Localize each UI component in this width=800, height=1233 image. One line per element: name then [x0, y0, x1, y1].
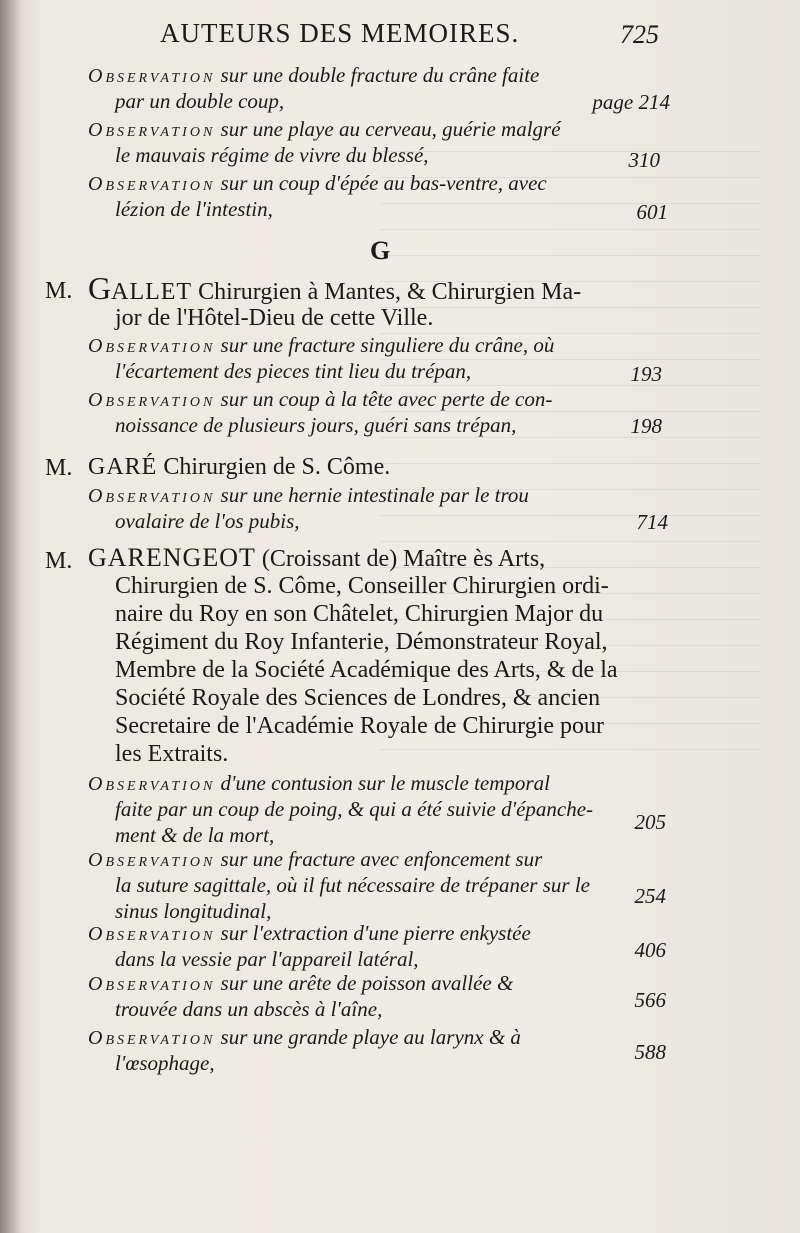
obs-label: Observation — [88, 173, 216, 195]
obs-text: sur un coup d'épée au bas-ventre, avec — [220, 171, 547, 195]
obs-line-3: sinus longitudinal, — [115, 899, 272, 923]
author-desc-line: naire du Roy en son Châtelet, Chirurgien Major du — [115, 601, 604, 627]
page-ref: 714 — [636, 510, 668, 534]
author-desc-line: Chirurgien de S. Côme, Conseiller Chirurgien ordi- — [115, 573, 609, 599]
obs-entry — [88, 170, 668, 226]
author-line-1 — [88, 544, 545, 573]
author-line-1 — [88, 453, 390, 481]
obs-entry — [88, 770, 666, 850]
obs-label: Observation — [88, 119, 216, 141]
author-mark: M. — [45, 278, 73, 304]
obs-line-1 — [88, 62, 539, 89]
page-ref: 601 — [636, 200, 668, 224]
obs-line-2: l'œsophage, — [115, 1051, 215, 1075]
author-line-1 — [88, 270, 582, 306]
obs-label: Observation — [88, 335, 216, 357]
obs-line-1 — [88, 482, 529, 509]
obs-line-2: trouvée dans un abscès à l'aîne, — [115, 997, 383, 1021]
obs-line-2: lézion de l'intestin, — [115, 197, 273, 221]
page-ref: 588 — [634, 1040, 666, 1064]
obs-line-1 — [88, 970, 513, 997]
obs-line-2: ovalaire de l'os pubis, — [115, 509, 300, 533]
obs-entry — [88, 116, 660, 172]
section-letter: G — [370, 236, 391, 265]
author-desc: (Croissant de) Maître ès Arts, — [255, 546, 546, 572]
obs-line-2: par un double coup, — [115, 89, 285, 113]
obs-entry — [88, 482, 668, 538]
author-desc-line: Secretaire de l'Académie Royale de Chirurgie pour — [115, 713, 605, 739]
page-ref: page 214 — [592, 90, 670, 114]
obs-text: sur une double fracture du crâne faite — [220, 63, 540, 87]
page-ref: 198 — [630, 414, 662, 438]
obs-text: sur une hernie intestinale par le trou — [220, 483, 529, 507]
obs-label: Observation — [88, 849, 216, 871]
page-ref: 566 — [634, 988, 666, 1012]
author-mark: M. — [45, 548, 73, 574]
obs-line-1 — [88, 770, 550, 797]
page-ref: 310 — [628, 148, 660, 172]
obs-line-1 — [88, 846, 542, 873]
obs-label: Observation — [88, 773, 216, 795]
obs-text: sur une arête de poisson avallée & — [220, 971, 514, 995]
obs-label: Observation — [88, 485, 216, 507]
author-desc: Chirurgien de S. Côme. — [157, 454, 391, 480]
obs-label: Observation — [88, 389, 216, 411]
author-desc-line: Membre de la Société Académique des Arts, & de la — [115, 657, 618, 683]
obs-line-1 — [88, 116, 561, 143]
obs-line-2: la suture sagittale, où il fut nécessaire de trépaner sur le — [115, 873, 590, 897]
obs-entry — [88, 846, 666, 926]
page-ref: 254 — [634, 884, 666, 908]
obs-text: d'une contusion sur le muscle temporal — [220, 771, 550, 795]
obs-text: sur une grande playe au larynx & à — [220, 1025, 521, 1049]
obs-line-3: ment & de la mort, — [115, 823, 275, 847]
gutter-shadow — [0, 0, 22, 1233]
obs-line-2: l'écartement des pieces tint lieu du trépan, — [115, 359, 472, 383]
author-desc-line: jor de l'Hôtel-Dieu de cette Ville. — [115, 305, 434, 331]
author-desc-line: Régiment du Roy Infanterie, Démonstrateur Royal, — [115, 629, 608, 655]
obs-line-2: dans la vessie par l'appareil latéral, — [115, 947, 419, 971]
running-header — [160, 18, 680, 64]
obs-label: Observation — [88, 973, 216, 995]
obs-line-1 — [88, 332, 554, 359]
obs-text: sur une fracture avec enfoncement sur — [220, 847, 543, 871]
page-number: 725 — [620, 20, 659, 49]
obs-line-2: noissance de plusieurs jours, guéri sans trépan, — [115, 413, 517, 437]
obs-entry — [88, 1024, 666, 1084]
author-mark: M. — [45, 455, 73, 481]
author-desc-line: Société Royale des Sciences de Londres, & ancien — [115, 685, 601, 711]
obs-line-1 — [88, 386, 552, 413]
page-ref: 406 — [634, 938, 666, 962]
obs-label: Observation — [88, 65, 216, 87]
obs-text: sur un coup à la tête avec perte de con- — [220, 387, 553, 411]
obs-entry — [88, 332, 662, 388]
author-name: GARÉ — [88, 454, 158, 480]
page-ref: 193 — [630, 362, 662, 386]
obs-line-1 — [88, 1024, 521, 1051]
obs-label: Observation — [88, 1027, 216, 1049]
page-ref: 205 — [634, 810, 666, 834]
header-title: AUTEURS DES MEMOIRES. — [160, 18, 520, 48]
obs-label: Observation — [88, 923, 216, 945]
obs-entry — [88, 920, 666, 976]
author-name: GARENGEOT — [88, 543, 256, 572]
author-name-initial: G — [88, 270, 112, 306]
obs-text: sur une fracture singuliere du crâne, où — [220, 333, 555, 357]
author-name: ALLET — [111, 279, 193, 305]
obs-text: sur une playe au cerveau, guérie malgré — [220, 117, 561, 141]
obs-entry — [88, 386, 662, 442]
obs-text: sur l'extraction d'une pierre enkystée — [220, 921, 531, 945]
obs-entry — [88, 62, 670, 118]
author-desc-line: les Extraits. — [115, 741, 229, 767]
obs-line-1 — [88, 170, 547, 197]
obs-entry — [88, 970, 666, 1026]
obs-line-2: le mauvais régime de vivre du blessé, — [115, 143, 429, 167]
obs-line-1 — [88, 920, 531, 947]
obs-line-2: faite par un coup de poing, & qui a été suivie d'épanche- — [115, 797, 594, 821]
author-desc: Chirurgien à Mantes, & Chirurgien Ma- — [192, 279, 582, 305]
